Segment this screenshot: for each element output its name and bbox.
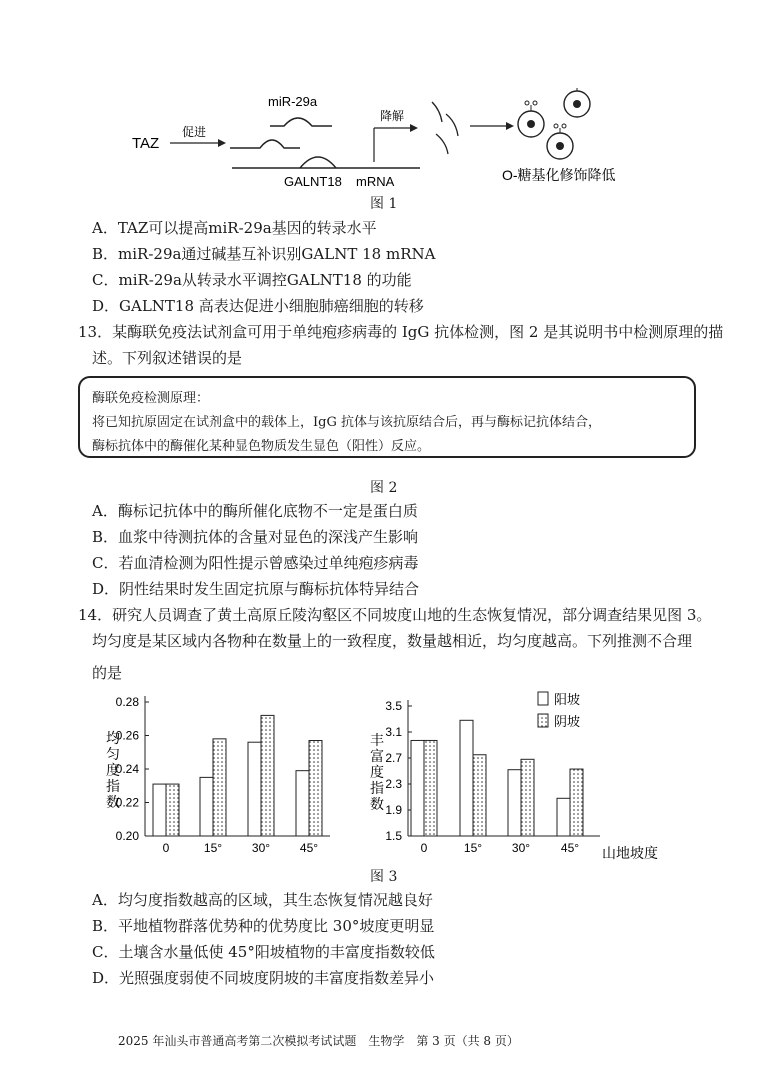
bar-yinpo xyxy=(166,784,179,836)
q13-option-b: B．血浆中待测抗体的含量对显色的深浅产生影响 xyxy=(92,528,419,546)
mrna-hairpin xyxy=(300,157,336,168)
y-tick-label: 3.1 xyxy=(385,725,402,739)
promote-label: 促进 xyxy=(182,125,207,139)
bar-yangpo xyxy=(296,771,309,836)
bar-yangpo xyxy=(557,798,570,836)
y-tick-label: 2.3 xyxy=(385,777,402,791)
q14-option-c: C．土壤含水量低使 45°阳坡植物的丰富度指数较低 xyxy=(92,943,435,961)
mirna-hairpin-right xyxy=(270,118,332,126)
q12-option-a: A．TAZ可以提高miR-29a基因的转录水平 xyxy=(92,219,377,237)
q13-stem-line1: 13．某酶联免疫法试剂盒可用于单纯疱疹病毒的 IgG 抗体检测，图 2 是其说明书中检测原理的描 xyxy=(78,323,724,341)
x-tick-label: 45° xyxy=(299,841,319,855)
q14-stem-line3: 的是 xyxy=(92,664,123,682)
y-tick-label: 0.26 xyxy=(115,728,139,743)
bar-yinpo xyxy=(473,755,486,836)
o-glyco-label: O-糖基化修饰降低 xyxy=(502,167,616,183)
legend-swatch xyxy=(538,714,548,727)
cell-group xyxy=(518,88,590,159)
q13-stem-line2: 述。下列叙述错误的是 xyxy=(92,349,243,367)
bar-yinpo xyxy=(261,715,274,836)
q12-option-c: C．miR-29a从转录水平调控GALNT18 的功能 xyxy=(92,271,412,289)
y-tick-label: 3.5 xyxy=(385,699,402,713)
mrna-label: mRNA xyxy=(356,174,395,189)
page-footer: 2025 年汕头市普通高考第二次模拟考试试题 生物学 第 3 页（共 8 页） xyxy=(118,1034,519,1048)
figure3-charts xyxy=(80,684,690,864)
fragment-3 xyxy=(436,134,448,154)
box-line-2: 将已知抗原固定在试剂盒中的载体上，IgG 抗体与该抗原结合后，再与酶标记抗体结合， xyxy=(92,415,601,430)
box-line-3: 酶标抗体中的酶催化某种显色物质发生显色（阳性）反应。 xyxy=(92,439,431,454)
bar-yinpo xyxy=(424,740,437,836)
y-axis-label: 丰富度指数 xyxy=(370,732,384,812)
x-tick-label: 0 xyxy=(420,841,428,855)
result-arrow-head xyxy=(506,122,514,130)
figure1-caption: 图 1 xyxy=(370,196,398,212)
box-line-1: 酶联免疫检测原理： xyxy=(92,391,210,406)
x-tick-label: 30° xyxy=(511,841,531,855)
galnt-label: GALNT18 xyxy=(284,174,342,189)
legend-label: 阳坡 xyxy=(554,692,581,707)
q14-option-d: D．光照强度弱使不同坡度阴坡的丰富度指数差异小 xyxy=(92,969,435,987)
taz-label: TAZ xyxy=(132,135,160,152)
q13-option-a: A．酶标记抗体中的酶所催化底物不一定是蛋白质 xyxy=(92,502,418,520)
x-tick-label: 45° xyxy=(560,841,580,855)
x-tick-label: 0 xyxy=(162,841,170,855)
q14-stem-line1: 14．研究人员调查了黄土高原丘陵沟壑区不同坡度山地的生态恢复情况，部分调查结果见图 3。 xyxy=(78,606,712,624)
y-tick-label: 0.20 xyxy=(115,829,139,843)
bar-yinpo xyxy=(521,759,534,836)
fragment-2 xyxy=(446,114,458,136)
bar-yangpo xyxy=(200,777,213,836)
y-tick-label: 1.9 xyxy=(385,803,402,817)
y-tick-label: 0.28 xyxy=(115,695,139,709)
q14-stem-line2: 均匀度是某区域内各物种在数量上的一致程度，数量越相近，均匀度越高。下列推测不合理 xyxy=(92,632,693,650)
bar-yinpo xyxy=(213,739,226,836)
y-tick-label: 0.22 xyxy=(115,795,139,810)
bar-yinpo xyxy=(309,741,322,836)
y-tick-label: 1.5 xyxy=(385,829,402,843)
legend-label: 阴坡 xyxy=(554,714,581,729)
q13-option-d: D．阴性结果时发生固定抗原与酶标抗体特异结合 xyxy=(92,580,420,598)
degrade-arrow-head xyxy=(410,124,418,132)
y-tick-label: 2.7 xyxy=(385,751,402,765)
y-tick-label: 0.24 xyxy=(115,762,139,776)
x-tick-label: 30° xyxy=(251,841,271,855)
fragment-1 xyxy=(432,102,442,122)
y-axis-label: 均匀度指数 xyxy=(106,730,120,810)
degrade-label: 降解 xyxy=(380,109,405,123)
promote-arrow-head xyxy=(218,139,226,147)
mirna-label: miR-29a xyxy=(268,94,318,109)
bar-yangpo xyxy=(248,742,261,836)
bar-yangpo xyxy=(460,720,473,836)
q14-option-b: B．平地植物群落优势种的优势度比 30°坡度更明显 xyxy=(92,917,435,935)
x-tick-label: 15° xyxy=(463,841,483,855)
figure1-diagram xyxy=(120,88,640,194)
legend-swatch xyxy=(538,692,548,705)
bar-yinpo xyxy=(570,769,583,836)
q12-option-d: D．GALNT18 高表达促进小细胞肺癌细胞的转移 xyxy=(92,297,424,315)
bar-yangpo xyxy=(411,740,424,836)
x-tick-label: 15° xyxy=(203,841,223,855)
q13-option-c: C．若血清检测为阳性提示曾感染过单纯疱疹病毒 xyxy=(92,554,419,572)
figure2-caption: 图 2 xyxy=(370,480,398,496)
bar-yangpo xyxy=(508,770,521,836)
figure3-caption: 图 3 xyxy=(370,869,398,885)
q12-option-b: B．miR-29a通过碱基互补识别GALNT 18 mRNA xyxy=(92,245,436,263)
q14-option-a: A．均匀度指数越高的区域，其生态恢复情况越良好 xyxy=(92,891,433,909)
bar-yangpo xyxy=(153,784,166,836)
q13-principle-box xyxy=(78,376,696,458)
mirna-hairpin-left xyxy=(230,140,300,148)
x-axis-label: 山地坡度 xyxy=(602,845,658,861)
